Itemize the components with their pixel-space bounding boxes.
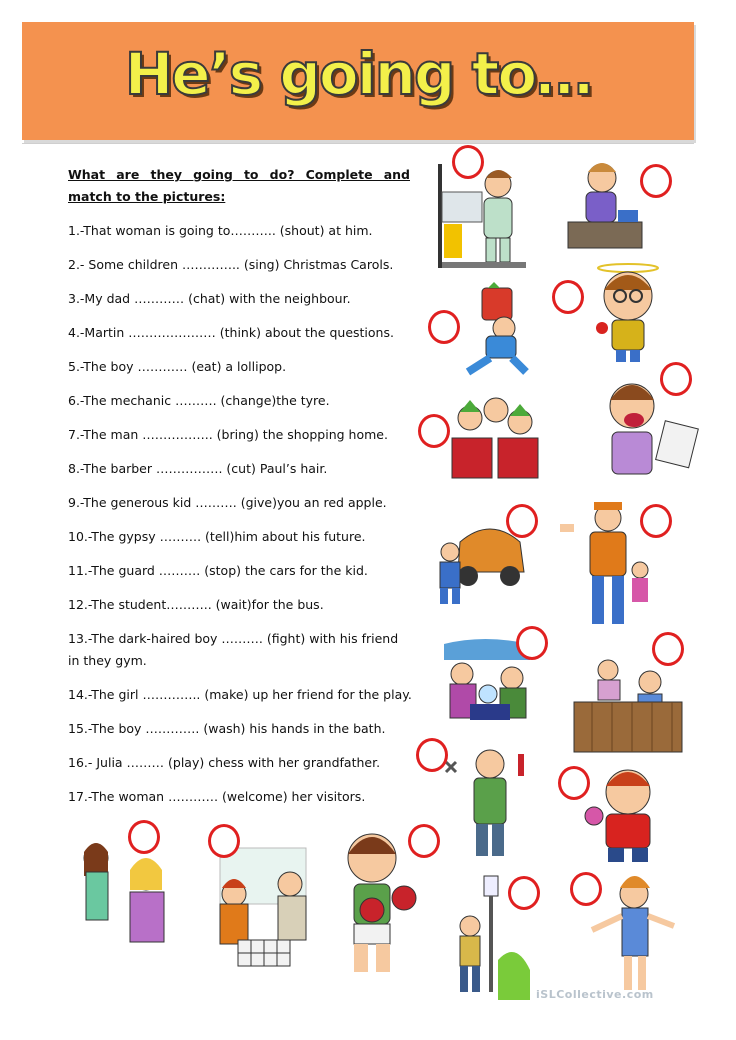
answer-circle[interactable] (418, 414, 450, 448)
answer-circle[interactable] (660, 362, 692, 396)
sentence-7: 7.-The man …………….. (bring) the shopping home. (68, 427, 388, 442)
picture-kid-with-apple (592, 262, 664, 364)
sentence-15: 15.-The boy …………. (wash) his hands in the bath. (68, 721, 386, 736)
picture-neighbours-chatting (572, 654, 684, 758)
picture-man-shopping (446, 282, 550, 376)
answer-circle[interactable] (640, 164, 672, 198)
sentence-8: 8.-The barber ……………. (cut) Paul’s hair. (68, 461, 328, 476)
picture-boy-washing-hands (436, 158, 532, 272)
picture-thinking-student (566, 156, 644, 250)
sentence-6: 6.-The mechanic ………. (change)the tyre. (68, 393, 330, 408)
sentence-1: 1.-That woman is going to……….. (shout) at him. (68, 223, 373, 238)
sentence-14: 14.-The girl ………….. (make) up her friend for the play. (68, 687, 412, 702)
answer-circle[interactable] (408, 824, 440, 858)
picture-boy-lollipop (578, 762, 682, 866)
picture-chess (212, 842, 316, 980)
sentence-13: 13.-The dark-haired boy ………. (fight) with his friend in they gym. (68, 631, 399, 668)
answer-circle[interactable] (570, 872, 602, 906)
answer-circle[interactable] (552, 280, 584, 314)
answer-circle[interactable] (558, 766, 590, 800)
sentence-10: 10.-The gypsy ………. (tell)him about his future. (68, 529, 366, 544)
sentence-17: 17.-The woman ………… (welcome) her visitors. (68, 789, 366, 804)
sentence-4: 4.-Martin ………………… (think) about the questions. (68, 325, 394, 340)
picture-girl-makeup (76, 836, 174, 954)
picture-shouting-woman (596, 376, 700, 494)
divider (22, 143, 694, 144)
sentence-9: 9.-The generous kid ………. (give)you an red apple. (68, 495, 387, 510)
answer-circle[interactable] (508, 876, 540, 910)
instructions: What are they going to do? Complete and match to the pictures: (68, 167, 410, 204)
page-title: He’s going to… (124, 40, 592, 108)
answer-circle[interactable] (428, 310, 460, 344)
watermark: iSLCollective.com (536, 988, 654, 1001)
answer-circle[interactable] (128, 820, 160, 854)
title-banner (22, 22, 694, 140)
sentence-5: 5.-The boy ………… (eat) a lollipop. (68, 359, 287, 374)
sentence-2: 2.- Some children ………….. (sing) Christmas Carols. (68, 257, 394, 272)
answer-circle[interactable] (640, 504, 672, 538)
sentence-3: 3.-My dad ………… (chat) with the neighbour. (68, 291, 351, 306)
sentence-12: 12.-The student……….. (wait)for the bus. (68, 597, 324, 612)
sentence-16: 16.- Julia ……… (play) chess with her grandfather. (68, 755, 381, 770)
picture-barber (442, 742, 536, 860)
answer-circle[interactable] (452, 145, 484, 179)
answer-circle[interactable] (516, 626, 548, 660)
answer-circle[interactable] (208, 824, 240, 858)
answer-circle[interactable] (416, 738, 448, 772)
picture-children-singing (444, 394, 544, 490)
answer-circle[interactable] (506, 504, 538, 538)
answer-circle[interactable] (652, 632, 684, 666)
sentence-11: 11.-The guard ………. (stop) the cars for the kid. (68, 563, 368, 578)
